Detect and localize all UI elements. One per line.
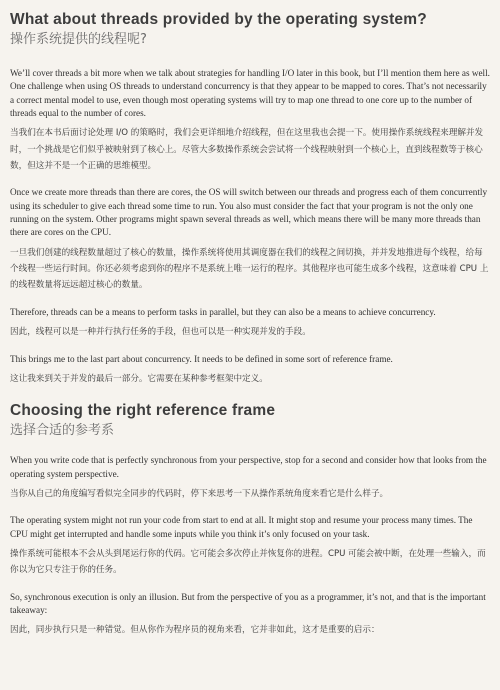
paragraph-en: Once we create more threads than there are cores, the OS will switch between our threads and progress each of them concurrently using its scheduler to give each thread some time to run. You also must consider the fact that your program is not the only one running on the system. Other programs might spawn several threads as well, which means there will be many more threads than there are cores on the CPU. — [10, 187, 488, 238]
paragraph-zh: 因此，同步执行只是一种错觉。但从你作为程序员的视角来看，它并非如此，这才是重要的启示： — [10, 625, 380, 636]
paragraph-en: This brings me to the last part about concurrency. It needs to be defined in some sort of reference frame. — [10, 353, 393, 364]
section-title-threads: What about threads provided by the operating system? — [10, 11, 427, 28]
section-subtitle-threads: 操作系统提供的线程呢? — [10, 32, 147, 47]
paragraph-en: The operating system might not run your code from start to end at all. It might stop and resume your process many times. The CPU might get interrupted and handle some inputs while you think it’s only focused on your task. — [10, 515, 473, 539]
section-subtitle-reference-frame: 选择合适的参考系 — [10, 423, 115, 439]
paragraph-zh: 因此，线程可以是一种并行执行任务的手段，但也可以是一种实现并发的手段。 — [10, 327, 311, 338]
paragraph-zh: 这让我来到关于并发的最后一部分。它需要在某种参考框架中定义。 — [10, 373, 268, 384]
paragraph-zh: 当你从自己的角度编写看似完全同步的代码时，停下来思考一下从操作系统角度来看它是什么样子。 — [10, 488, 389, 499]
paragraph-zh: 一旦我们创建的线程数量超过了核心的数量，操作系统将使用其调度器在我们的线程之间切换，并并发地推进每个线程，给每个线程一些运行时间。你还必须考虑到你的程序不是系统上唯一运行的程序。其他程序也可能生成多个线程，这意味着 CPU 上的线程数量将远远超过核心的数量。 — [10, 247, 489, 291]
paragraph-en: So, synchronous execution is only an illusion. But from the perspective of you as a programmer, it’s not, and that is the important takeaway: — [10, 591, 486, 615]
paragraph-en: We’ll cover threads a bit more when we talk about strategies for handling I/O later in this book, but I’ll mention them here as well. One challenge when using OS threads to understand concurrency is that they appear to be mapped to cores. That’s not necessarily a correct mental model to use, even though most operating systems will try to map one thread to one core up to the number of threads equal to the number of cores. — [10, 68, 490, 118]
section-title-reference-frame: Choosing the right reference frame — [10, 402, 276, 420]
paragraph-en: When you write code that is perfectly synchronous from your perspective, stop for a second and consider how that looks from the operating system perspective. — [10, 455, 487, 479]
paragraph-en: Therefore, threads can be a means to perform tasks in parallel, but they can also be a means to achieve concurrency. — [10, 306, 436, 317]
paragraph-zh: 操作系统可能根本不会从头到尾运行你的代码。它可能会多次停止并恢复你的进程。CPU 可能会被中断，在处理一些输入，而你以为它只专注于你的任务。 — [10, 548, 486, 576]
paragraph-zh: 当我们在本书后面讨论处理 I/O 的策略时，我们会更详细地介绍线程，但在这里我也会提一下。使用操作系统线程来理解并发时，一个挑战是它们似乎被映射到了核心上。尽管大多数操作系统会尝试将一个线程映射到一个核心上，直到线程数等于核心数，但这并不是一个正确的思维模型。 — [10, 128, 484, 171]
